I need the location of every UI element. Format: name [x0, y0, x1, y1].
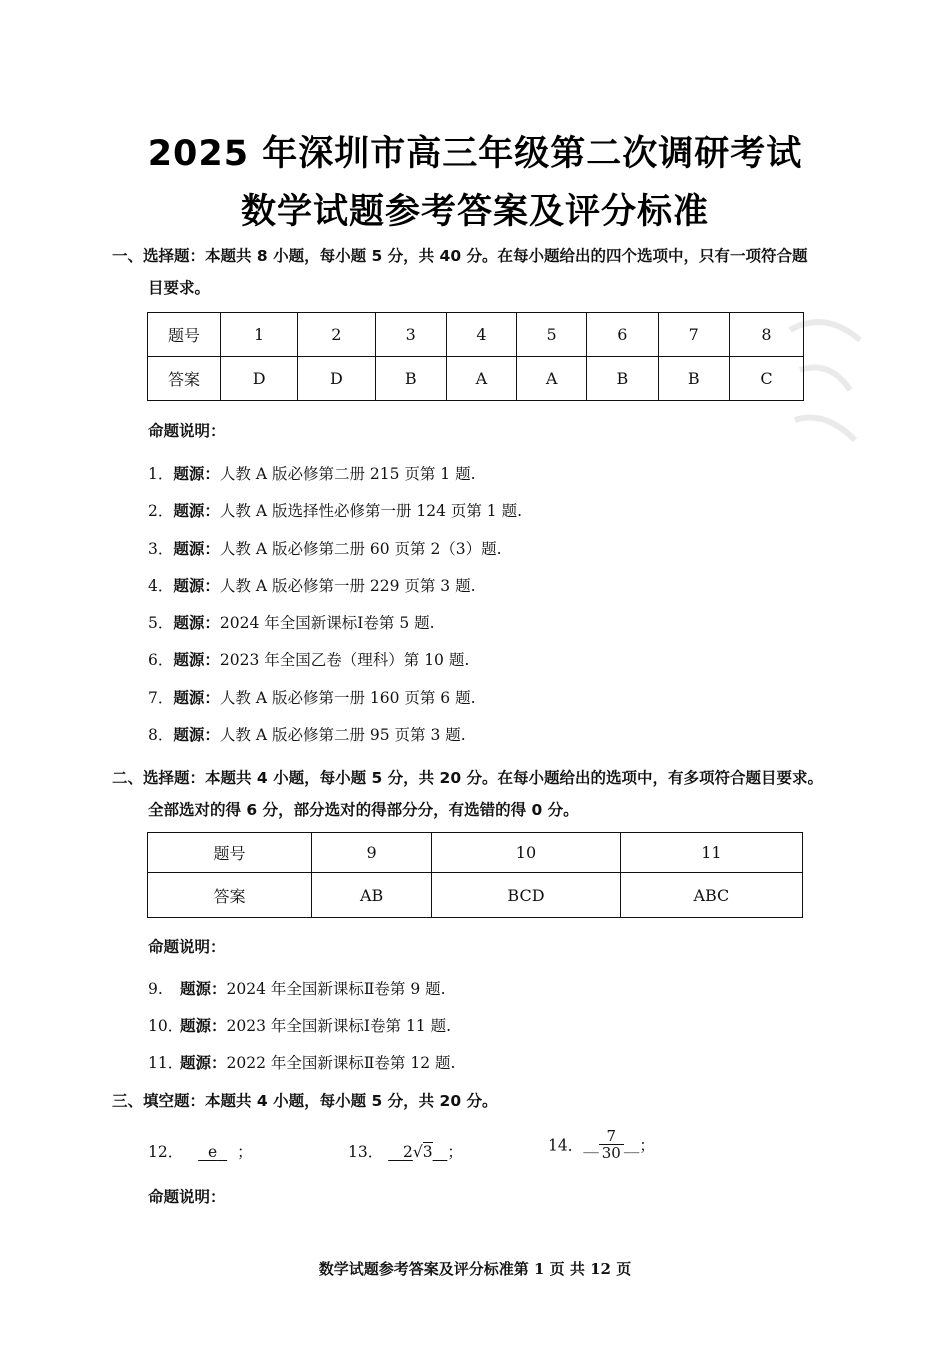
- page-footer: 数学试题参考答案及评分标准第 1 页 共 12 页: [318, 1260, 632, 1278]
- section2-notes-list: [148, 971, 455, 1082]
- list-item: 1．题源：人教 A 版必修第二册 215 页第 1 题.: [148, 465, 476, 483]
- list-item: 6．题源：2023 年全国乙卷（理科）第 10 题.: [148, 651, 470, 670]
- section1-heading-line1: 一、选择题：本题共 8 小题，每小题 5 分，共 40 分。在每小题给出的四个选项中，只有一项符合题: [112, 247, 808, 265]
- table-cell: C: [729, 357, 803, 401]
- list-item: 3．题源：人教 A 版必修第二册 60 页第 2（3）题.: [148, 539, 502, 558]
- page-subtitle: 数学试题参考答案及评分标准: [240, 192, 709, 232]
- table-cell: D: [298, 357, 375, 401]
- section2-notes-title: 命题说明：: [148, 938, 226, 956]
- list-item: 9.题源：2024 年全国新课标Ⅱ卷第 9 题.: [148, 980, 446, 998]
- section1-notes-title: 命题说明：: [148, 422, 226, 440]
- table-header-cell: 答案: [148, 357, 221, 401]
- table-cell: 8: [729, 313, 803, 357]
- q14-number: 14．: [548, 1136, 584, 1155]
- table-row: [148, 833, 803, 873]
- q13-answer: 2√3: [402, 1143, 433, 1161]
- section1-answer-table: [147, 312, 804, 401]
- q14-answer-line: 14．__ $\frac{7}{30}$ __；: [548, 1127, 655, 1162]
- list-item: 11．题源：2022 年全国新课标Ⅱ卷第 12 题.: [148, 1054, 456, 1072]
- list-item: 5．题源：2024 年全国新课标Ⅰ卷第 5 题.: [148, 614, 435, 633]
- table-cell: B: [587, 357, 658, 401]
- table-header-cell: 答案: [148, 873, 312, 918]
- section1-heading: [112, 240, 852, 304]
- table-cell: D: [221, 357, 298, 401]
- table-cell: ABC: [620, 873, 802, 918]
- section2-heading-line2: 全部选对的得 6 分，部分选对的得部分分，有选错的得 0 分。: [148, 801, 579, 819]
- list-item: 10．题源：2023 年全国新课标Ⅰ卷第 11 题.: [148, 1017, 452, 1035]
- q12-number: 12．: [148, 1143, 184, 1161]
- list-item: 2．题源：人教 A 版选择性必修第一册 124 页第 1 题.: [148, 502, 523, 521]
- section1-heading-line2: 目要求。: [148, 279, 211, 297]
- section3-notes-title: 命题说明：: [148, 1188, 226, 1206]
- q12-answer: e: [208, 1143, 218, 1161]
- q14-fraction: $\frac{7}{30}$: [599, 1128, 624, 1161]
- q13-answer-line: 13． 2√3 ；: [348, 1143, 463, 1161]
- table-header-cell: 题号: [148, 313, 221, 357]
- table-row: [148, 313, 804, 357]
- table-cell: 1: [221, 313, 298, 357]
- table-cell: 11: [620, 833, 802, 873]
- table-cell: 6: [587, 313, 658, 357]
- page-title: 2025 年深圳市高三年级第二次调研考试: [147, 134, 803, 174]
- table-row: [148, 873, 803, 918]
- section1-notes-list: [148, 456, 522, 754]
- table-cell: B: [375, 357, 446, 401]
- table-cell: 9: [312, 833, 432, 873]
- table-cell: 2: [298, 313, 375, 357]
- list-item: 4．题源：人教 A 版必修第一册 229 页第 3 题.: [148, 576, 476, 595]
- table-cell: 3: [375, 313, 446, 357]
- section2-heading-line1: 二、选择题：本题共 4 小题，每小题 5 分，共 20 分。在每小题给出的选项中，有多项符合题目要求。: [112, 769, 824, 787]
- table-cell: AB: [312, 873, 432, 918]
- table-cell: BCD: [432, 873, 621, 918]
- table-cell: A: [446, 357, 516, 401]
- table-cell: 10: [432, 833, 621, 873]
- section3-heading: 三、填空题：本题共 4 小题，每小题 5 分，共 20 分。: [112, 1092, 498, 1110]
- table-cell: 5: [517, 313, 587, 357]
- list-item: 7．题源：人教 A 版必修第一册 160 页第 6 题.: [148, 688, 476, 707]
- table-cell: B: [658, 357, 729, 401]
- table-cell: 4: [446, 313, 516, 357]
- table-header-cell: 题号: [148, 833, 312, 873]
- table-row: [148, 357, 804, 401]
- section2-heading: [112, 762, 852, 826]
- list-item: 8．题源：人教 A 版必修第二册 95 页第 3 题.: [148, 726, 466, 745]
- table-cell: 7: [658, 313, 729, 357]
- table-cell: A: [517, 357, 587, 401]
- q13-number: 13．: [348, 1143, 384, 1161]
- q12-answer-line: 12． e ；: [148, 1143, 253, 1161]
- section2-answer-table: [147, 832, 803, 918]
